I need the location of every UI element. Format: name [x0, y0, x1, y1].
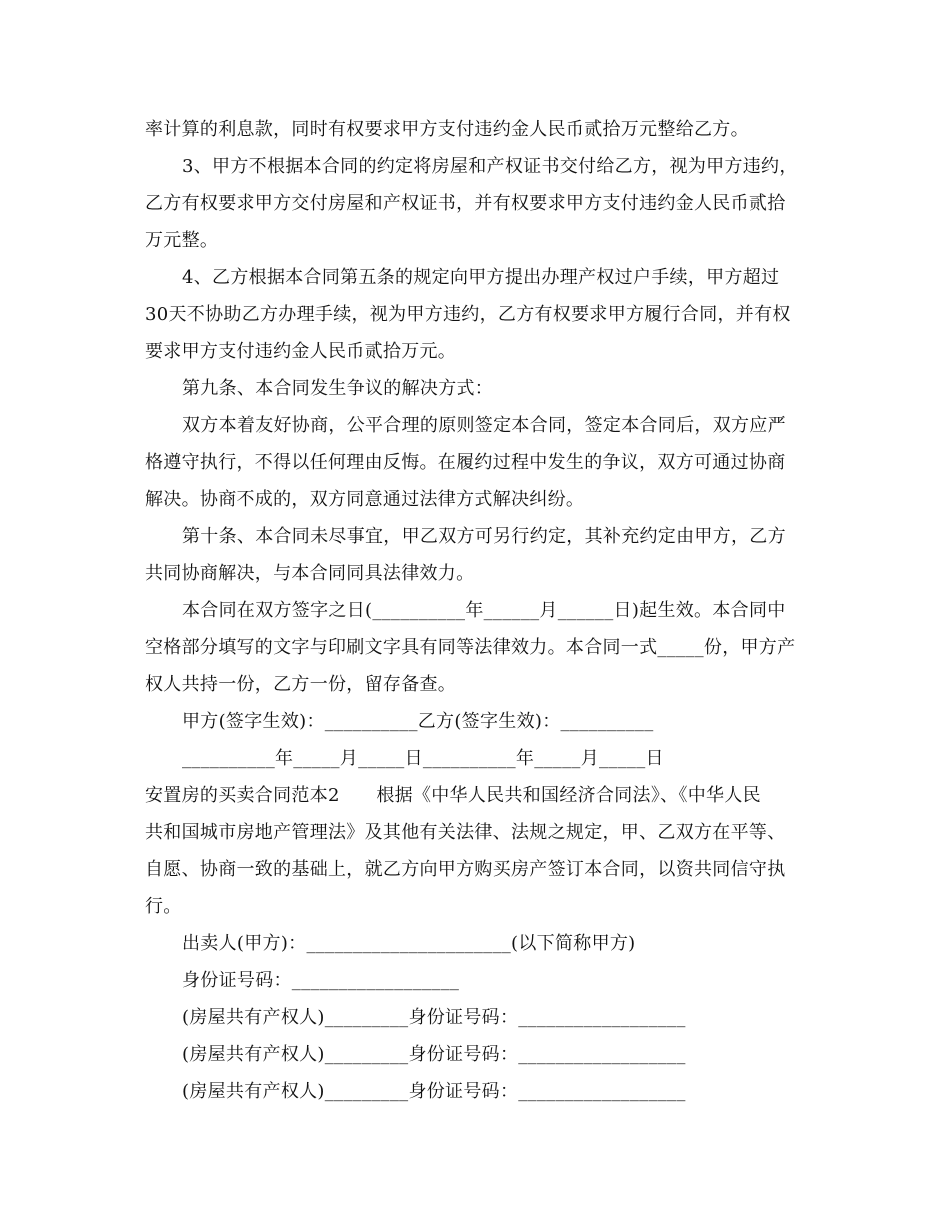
text-line-20: 共和国城市房地产管理法》及其他有关法律、法规之规定，甲、乙双方在平等、	[145, 822, 786, 843]
text-line-16: 权人共持一份，乙方一份，留存备查。	[145, 674, 457, 695]
text-line-4: 万元整。	[145, 230, 219, 251]
text-line-14: 本合同在双方签字之日(__________年______月______日)起生效。本合同中	[182, 600, 786, 621]
text-line-25: (房屋共有产权人)_________身份证号码：__________________	[182, 1007, 686, 1028]
text-line-22: 行。	[145, 896, 182, 917]
text-line-19: 安置房的买卖合同范本2 根据《中华人民共和国经济合同法》、《中华人民	[145, 785, 761, 806]
text-line-26: (房屋共有产权人)_________身份证号码：__________________	[182, 1044, 686, 1065]
text-line-12: 第十条、本合同未尽事宜，甲乙双方可另行约定，其补充约定由甲方，乙方	[182, 526, 786, 547]
text-line-13: 共同协商解决，与本合同同具法律效力。	[145, 563, 475, 584]
text-line-9: 双方本着友好协商，公平合理的原则签定本合同，签定本合同后，双方应严	[182, 415, 786, 436]
text-line-24: 身份证号码：__________________	[182, 970, 460, 991]
text-line-2: 3、甲方不根据本合同的约定将房屋和产权证书交付给乙方，视为甲方违约，	[182, 156, 798, 177]
text-line-27: (房屋共有产权人)_________身份证号码：__________________	[182, 1081, 686, 1102]
text-line-3: 乙方有权要求甲方交付房屋和产权证书，并有权要求甲方支付违约金人民币贰拾	[145, 193, 786, 214]
text-line-5: 4、乙方根据本合同第五条的规定向甲方提出办理产权过户手续，甲方超过	[182, 267, 780, 288]
text-line-18: __________年_____月_____日__________年_____月_____日	[182, 748, 664, 769]
text-line-10: 格遵守执行，不得以任何理由反悔。在履约过程中发生的争议，双方可通过协商	[145, 452, 786, 473]
text-line-17: 甲方(签字生效)：__________乙方(签字生效)：__________	[182, 711, 654, 732]
text-line-6: 30天不协助乙方办理手续，视为甲方违约，乙方有权要求甲方履行合同，并有权	[145, 304, 791, 325]
text-line-1: 率计算的利息款，同时有权要求甲方支付违约金人民币贰拾万元整给乙方。	[145, 119, 749, 140]
text-line-21: 自愿、协商一致的基础上，就乙方向甲方购买房产签订本合同，以资共同信守执	[145, 859, 786, 880]
text-line-11: 解决。协商不成的，双方同意通过法律方式解决纠纷。	[145, 489, 585, 510]
text-line-7: 要求甲方支付违约金人民币贰拾万元。	[145, 341, 457, 362]
text-line-23: 出卖人(甲方)：______________________(以下简称甲方)	[182, 933, 636, 954]
text-line-15: 空格部分填写的文字与印刷文字具有同等法律效力。本合同一式_____份，甲方产	[145, 637, 796, 658]
text-line-8: 第九条、本合同发生争议的解决方式：	[182, 378, 494, 399]
